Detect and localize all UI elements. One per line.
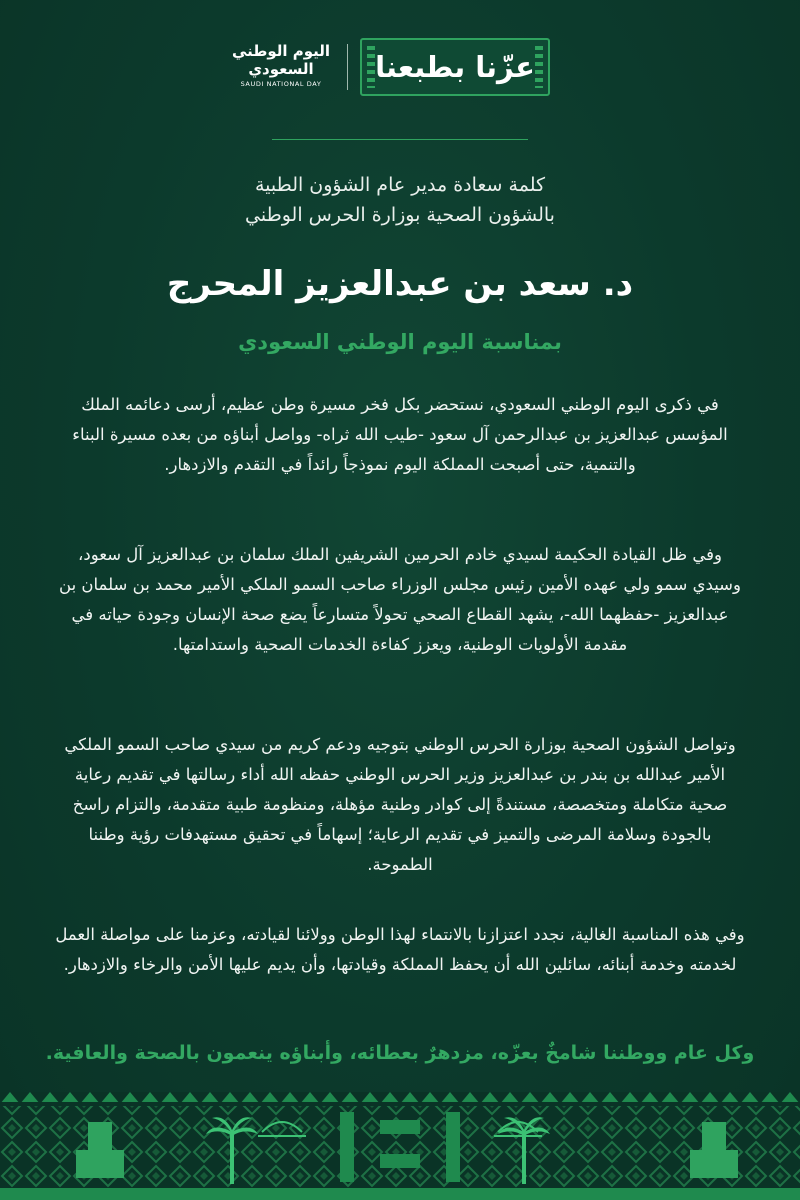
header: [0, 38, 800, 98]
national-day-logo: [222, 42, 340, 88]
logo-divider: [347, 44, 348, 90]
sadu-pattern-icon: [0, 1092, 800, 1200]
intro-line2: بالشؤون الصحية بوزارة الحرس الوطني: [245, 204, 555, 226]
speaker-name: د. سعد بن عبدالعزيز المحرج: [166, 264, 634, 304]
intro-title: [60, 170, 740, 230]
top-divider: [272, 139, 528, 140]
paragraph-2: وفي ظل القيادة الحكيمة لسيدي خادم الحرمين الشريفين الملك سلمان بن عبدالعزيز آل سعود، وسيدي سمو ولي عهده الأمين رئيس مجلس الوزراء صاحب السمو الملكي الأمير محمد بن سلمان بن عبدالعزيز -حفظهما الله-، يشهد القطاع الصحي تحولاً متسارعاً يضع صحة الإنسان وجودة حياته في مقدمة الأولويات الوطنية، ويعزز كفاءة الخدمات الصحية واستدامتها.: [59, 545, 741, 654]
logo-line1: اليوم الوطني: [231, 42, 331, 60]
paragraph-1: في ذكرى اليوم الوطني السعودي، نستحضر بكل فخر مسيرة وطن عظيم، أرسى دعائمه الملك المؤسس عبدالعزيز بن عبدالرحمن آل سعود -طيب الله ثراه- وواصل أبناؤه من بعده مسيرة البناء والتنمية، حتى أصبحت المملكة اليوم نموذجاً رائداً في التقدم والازدهار.: [72, 395, 728, 474]
logo-line2: السعودي: [248, 60, 314, 78]
occasion-subtitle: بمناسبة اليوم الوطني السعودي: [238, 330, 562, 354]
logo-en: SAUDI NATIONAL DAY: [240, 80, 322, 88]
closing-line: وكل عام ووطننا شامخٌ بعزّه، مزدهرٌ بعطائه، وأبناؤه ينعمون بالصحة والعافية.: [45, 1042, 755, 1064]
slogan-text: عزّنا بطبعنا: [375, 49, 535, 84]
paragraph-4: وفي هذه المناسبة الغالية، نجدد اعتزازنا بالانتماء لهذا الوطن وولائنا لقيادته، وعزمنا على مواصلة العمل لخدمته وخدمة أبنائه، سائلين الله أن يحفظ المملكة وقيادتها، وأن يديم عليها الأمن والرخاء والازدهار.: [55, 925, 745, 974]
paragraph-3: وتواصل الشؤون الصحية بوزارة الحرس الوطني بتوجيه ودعم كريم من سيدي صاحب السمو الملكي الأمير عبدالله بن بندر بن عبدالعزيز وزير الحرس الوطني حفظه الله أداء رسالتها في تقديم رعاية صحية متكاملة ومتخصصة، مستندةً إلى كوادر وطنية مؤهلة، ومنظومة طبية متقدمة، والتزام راسخ بالجودة وسلامة المرضى والتميز في تقديم الرعاية؛ إسهاماً في تحقيق مستهدفات رؤية وطننا الطموحة.: [64, 735, 736, 874]
intro-line1: كلمة سعادة مدير عام الشؤون الطبية: [254, 174, 546, 196]
slogan-badge: [360, 38, 550, 96]
